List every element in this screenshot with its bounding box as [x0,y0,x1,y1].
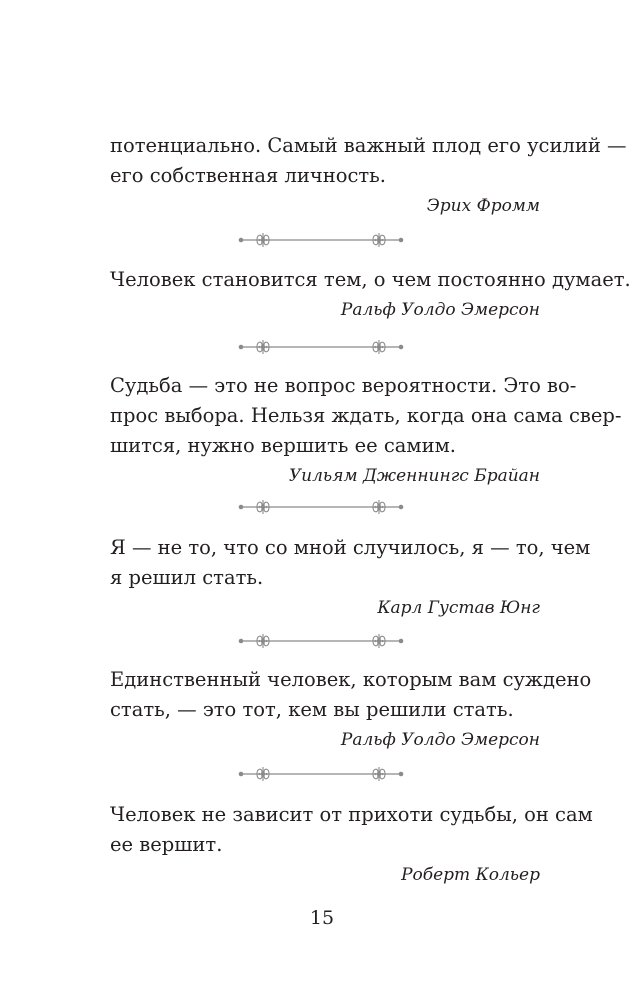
quote-jung [110,533,591,623]
divider-end-dot [399,772,404,777]
quote-fromm [110,131,627,221]
quote-bryan [110,371,622,491]
quote-line: шится, нужно вершить ее самим. [110,434,456,457]
quote-line: Человек не зависит от прихоти судьбы, он сам [110,803,593,826]
quote-author: Ральф Уолдо Эмерсон [340,730,540,750]
divider-end-dot [399,505,404,510]
quote-line: Человек становится тем, о чем постоянно думает. [110,268,631,291]
divider-end-dot [239,639,244,644]
ornament-divider [238,764,404,784]
divider-end-dot [399,345,404,350]
quote-author: Ральф Уолдо Эмерсон [340,300,540,320]
quote-author: Карл Густав Юнг [377,598,540,618]
quote-author: Роберт Кольер [401,865,540,885]
quote-line: Судьба — это не вопрос вероятности. Это во- [110,374,577,397]
divider-end-dot [239,772,244,777]
divider-end-dot [399,238,404,243]
quote-line: стать, — это тот, кем вы решили стать. [110,698,514,721]
quote-line: прос выбора. Нельзя ждать, когда она сама свер- [110,404,622,427]
quote-emerson [110,265,631,325]
quote-collier [110,800,593,890]
ornament-divider [238,497,404,517]
quote-line: потенциально. Самый важный плод его усилий — [110,134,627,157]
quote-line: Единственный человек, которым вам суждено [110,668,592,691]
page-number: 15 [309,907,335,929]
quote-line: я решил стать. [110,566,264,589]
ornament-divider [238,230,404,250]
divider-end-dot [399,639,404,644]
quote-line: его собственная личность. [110,164,386,187]
divider-end-dot [239,505,244,510]
ornament-divider [238,337,404,357]
quote-line: ее вершит. [110,833,223,856]
quote-line: Я — не то, что со мной случилось, я — то, чем [110,536,591,559]
quote-author: Уильям Дженнингс Брайан [288,466,540,486]
quote-emerson-2 [110,665,592,755]
ornament-divider [238,631,404,651]
quote-author: Эрих Фромм [426,196,540,216]
divider-end-dot [239,345,244,350]
divider-end-dot [239,238,244,243]
